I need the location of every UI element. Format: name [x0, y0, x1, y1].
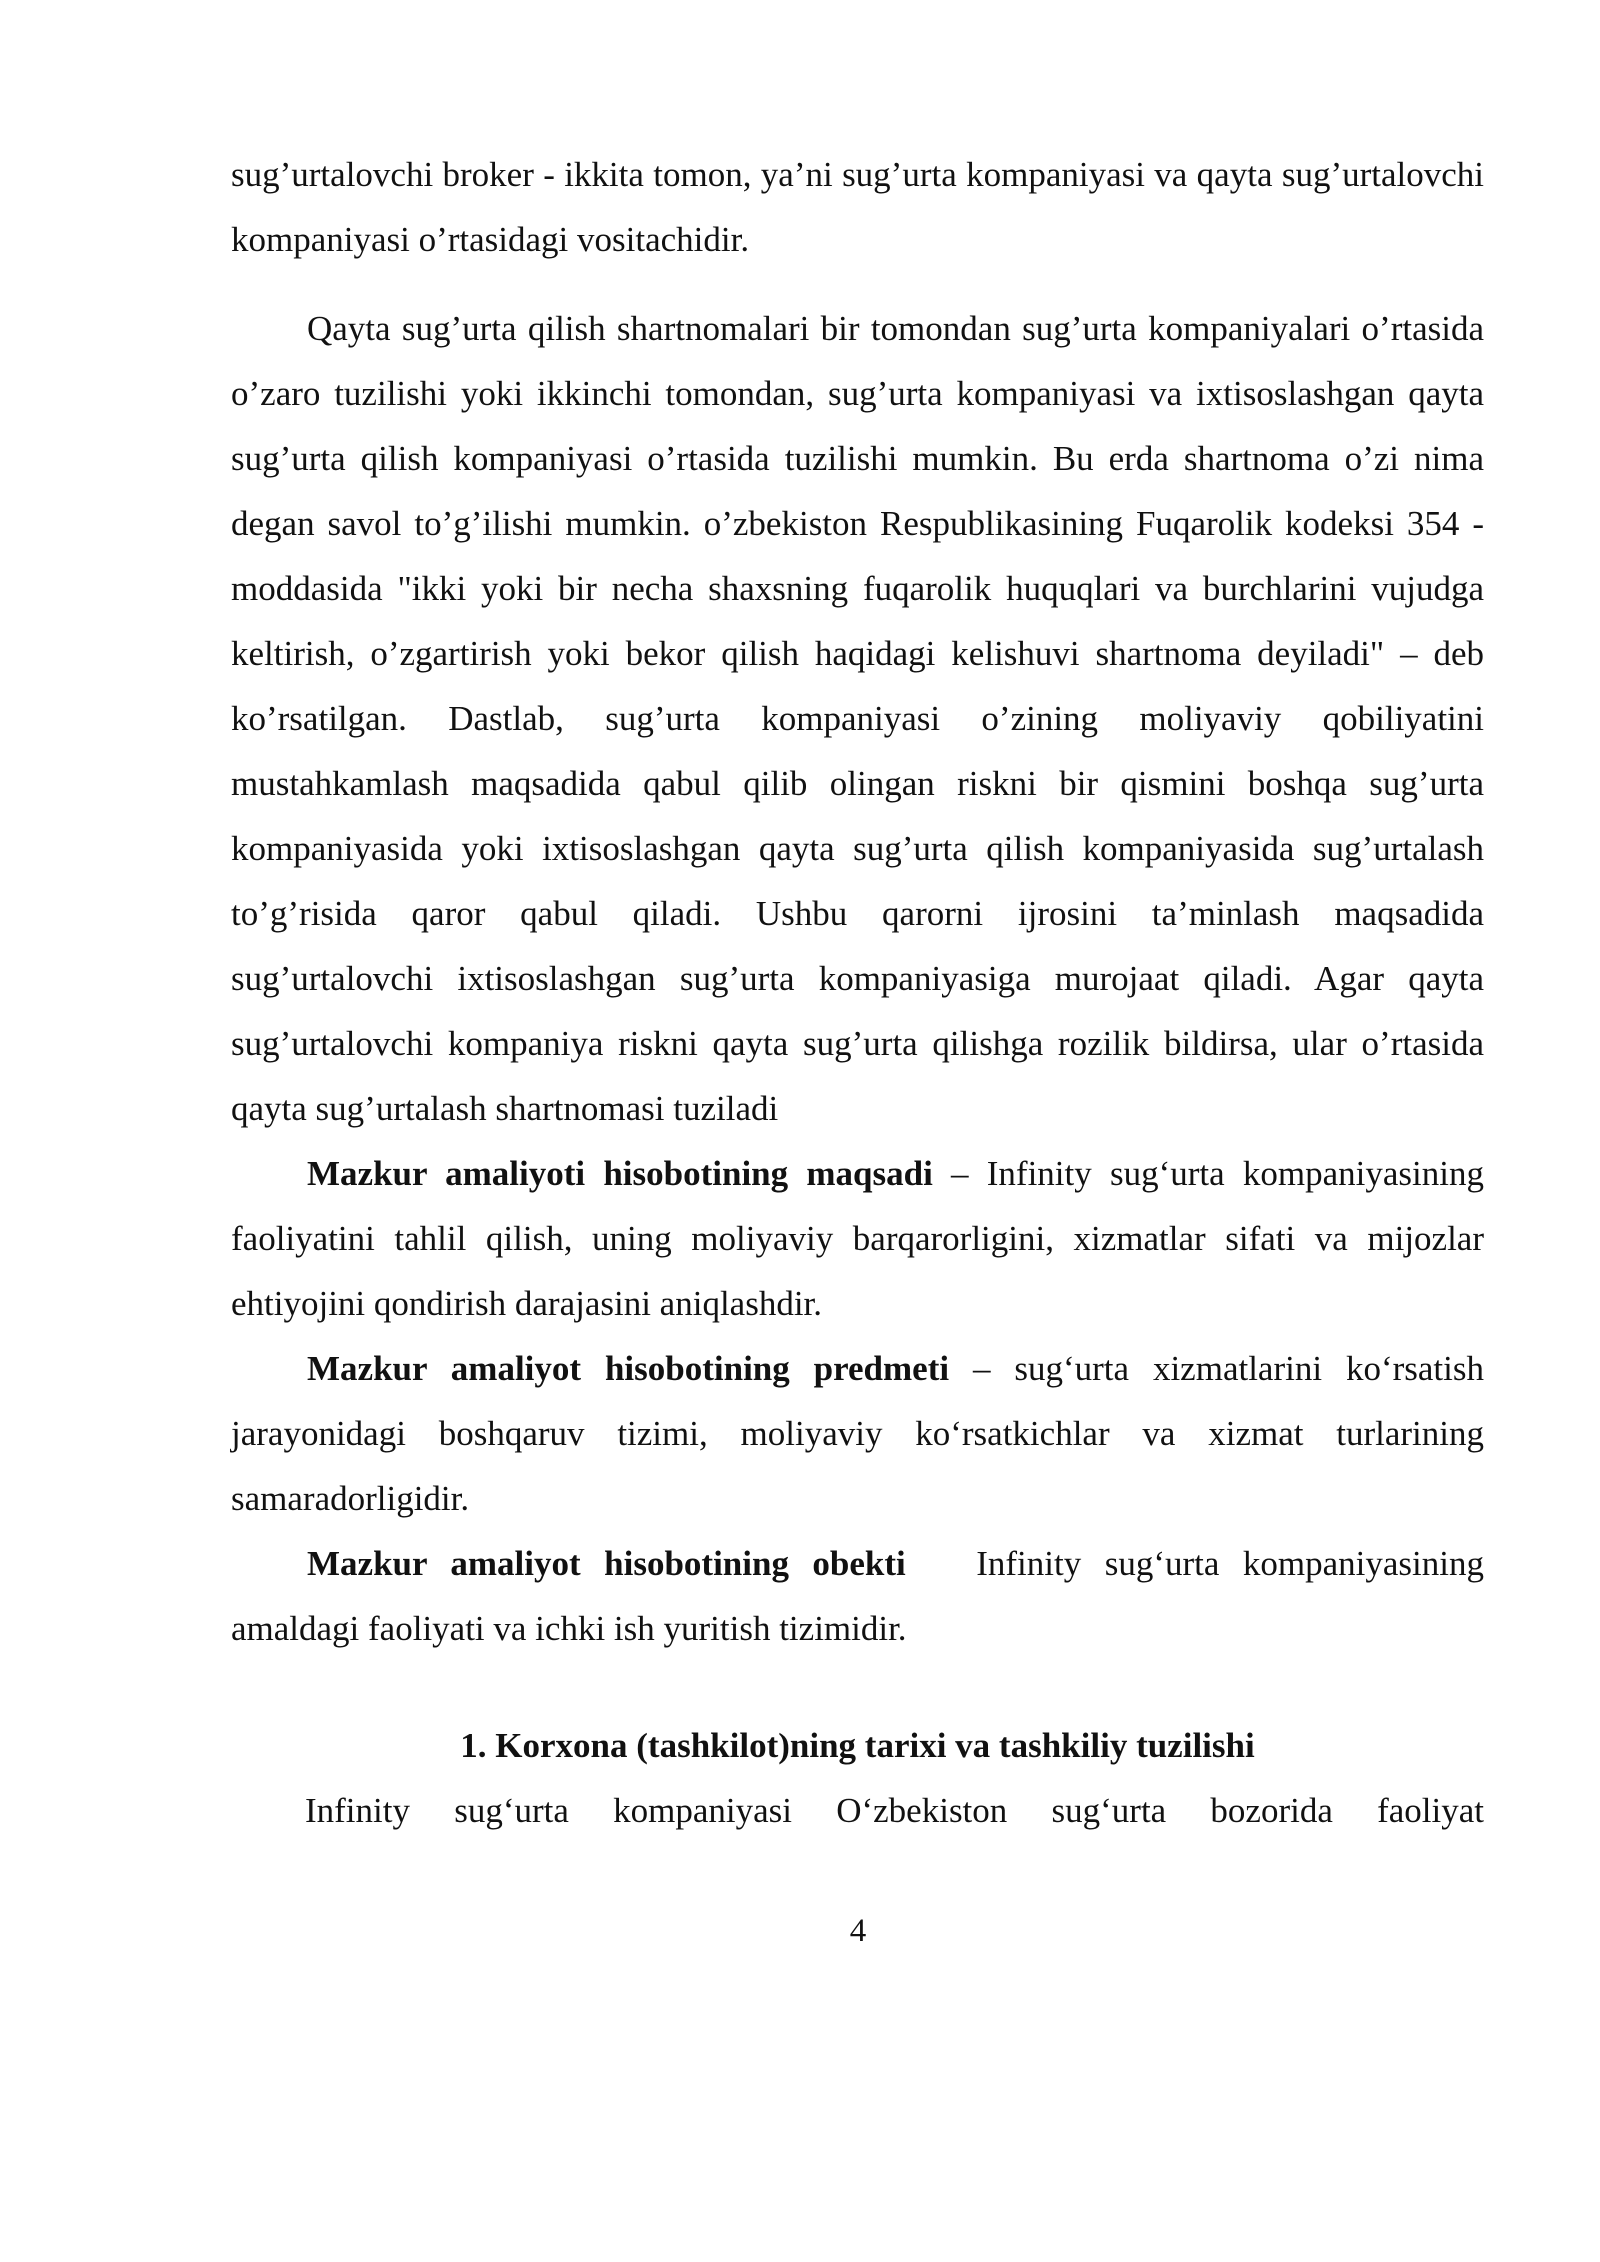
purpose-text: – Infinity sug‘urta kompaniyasining faoliyatini tahlil qilish, uning moliyaviy barqarorligini, xizmatlar sifati va mijozlar ehtiyojini qondirish darajasini aniqlashdir. — [231, 1154, 1484, 1323]
object-label: Mazkur amaliyot hisobotining obekti — [307, 1544, 906, 1583]
subject-text: – sug‘urta xizmatlarini ko‘rsatish jarayonidagi boshqaruv tizimi, moliyaviy ko‘rsatkichlar va xizmat turlarining samaradorligidir. — [231, 1349, 1484, 1518]
subject-label: Mazkur amaliyot hisobotining predmeti — [307, 1349, 950, 1388]
paragraph-object — [231, 1531, 1493, 1661]
page-number: 4 — [849, 1913, 867, 1949]
purpose-label: Mazkur amaliyoti hisobotining maqsadi — [307, 1154, 933, 1193]
object-text: Infinity sug‘urta kompaniyasining amaldagi faoliyati va ichki ish yuritish tizimidir. — [231, 1544, 1493, 1648]
section-first-line: Infinity sug‘urta kompaniyasi O‘zbekiston sug‘urta bozorida faoliyat — [305, 1791, 1484, 1830]
paragraph-subject — [231, 1336, 1484, 1531]
section-heading: 1. Korxona (tashkilot)ning tarixi va tashkiliy tuzilishi — [460, 1726, 1255, 1765]
document-page — [231, 142, 1493, 1843]
paragraph-purpose — [231, 1141, 1484, 1336]
paragraph-reinsurance-contracts: Qayta sug’urta qilish shartnomalari bir tomondan sug’urta kompaniyalari o’rtasida o’zaro tuzilishi yoki ikkinchi tomondan, sug’urta kompaniyasi va ixtisoslashgan qayta sug’urta qilish kompaniyasi o’rtasida tuzilishi mumkin. Bu erda shartnoma o’zi nima degan savol to’g’ilishi mumkin. o’zbekiston Respublikasining Fuqarolik kodeksi 354 - moddasida "ikki yoki bir necha shaxsning fuqarolik huquqlari va burchlarini vujudga keltirish, o’zgartirish yoki bekor qilish haqidagi kelishuvi shartnoma deyiladi" – deb ko’rsatilgan. Dastlab, sug’urta kompaniyasi o’zining moliyaviy qobiliyatini mustahkamlash maqsadida qabul qilib olingan riskni bir qismini boshqa sug’urta kompaniyasida yoki ixtisoslashgan qayta sug’urta qilish kompaniyasida sug’urtalash to’g’risida qaror qabul qiladi. Ushbu qarorni ijrosini ta’minlash maqsadida sug’urtalovchi ixtisoslashgan sug’urta kompaniyasiga murojaat qiladi. Agar qayta sug’urtalovchi kompaniya riskni qayta sug’urta qilishga rozilik bildirsa, ular o’rtasida qayta sug’urtalash shartnomasi tuziladi — [231, 309, 1484, 1128]
paragraph-broker: sug’urtalovchi broker - ikkita tomon, ya’ni sug’urta kompaniyasi va qayta sug’urtalovchi kompaniyasi o’rtasidagi vositachidir. — [231, 155, 1484, 259]
